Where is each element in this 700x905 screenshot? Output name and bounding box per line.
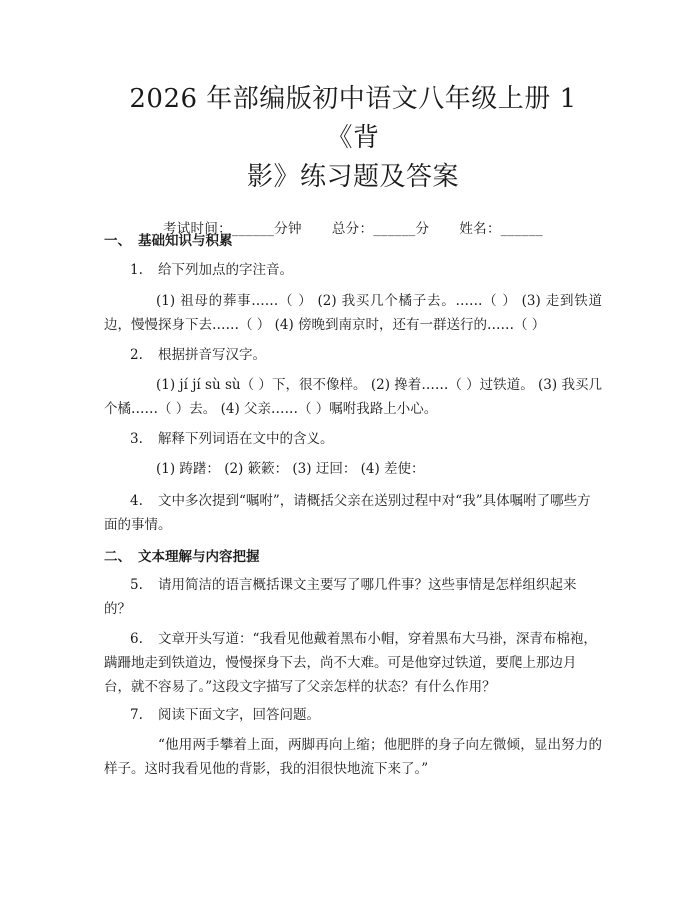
question-3-items [104, 457, 602, 481]
title-line-1: 2026 年部编版初中语文八年级上册 1《背 [129, 84, 577, 153]
question-1-items [104, 289, 602, 337]
question-1 [104, 258, 602, 282]
question-text: 给下列加点的字注音。 [158, 262, 293, 278]
question-text: 请用简洁的语言概括课文主要写了哪几件事？这些事情是怎样组织起来的？ [104, 577, 577, 617]
question-4 [104, 489, 602, 537]
question-text: 文中多次提到“嘱咐”，请概括父亲在送别过程中对“我”具体嘱咐了哪些方面的事情。 [104, 493, 591, 533]
question-2-items [104, 373, 602, 421]
question-number: 1. [130, 262, 143, 278]
reading-passage-quote: “他用两手攀着上面，两脚再向上缩；他肥胖的身子向左微倾，显出努力的样子。这时我看见他的背影，我的泪很快地流下来了。” [104, 737, 602, 777]
question-number: 7. [130, 707, 143, 723]
section-number: 一、 [104, 233, 131, 249]
question-items-text: (1) 踌躇： (2) 簌簌： (3) 迂回： (4) 差使： [156, 461, 425, 477]
question-7-quote [104, 733, 602, 781]
question-number: 5. [130, 577, 143, 593]
question-number: 4. [130, 493, 143, 509]
total-score-label: 总分：______分 [331, 221, 430, 237]
question-7 [104, 703, 602, 727]
question-items-text: (1) 祖母的葬事……（ ） (2) 我买几个橘子去。……（ ） (3) 走到铁道边，慢慢探身下去……（ ） (4) 傍晚到南京时，还有一群送行的……（ ） [104, 293, 602, 333]
question-6 [104, 627, 602, 699]
section-1-header [104, 229, 602, 249]
section-number: 二、 [104, 549, 131, 565]
section-title: 文本理解与内容把握 [138, 549, 260, 565]
exam-time-label: 考试时间：______分钟 [162, 221, 302, 237]
question-5 [104, 573, 602, 621]
name-label: 姓名：______ [459, 221, 544, 237]
document-title [104, 80, 602, 197]
section-2-header [104, 545, 602, 565]
question-text: 阅读下面文字，回答问题。 [158, 707, 320, 723]
question-text: 解释下列词语在文中的含义。 [158, 431, 334, 447]
question-number: 6. [130, 631, 143, 647]
question-text: 根据拼音写汉字。 [158, 347, 266, 363]
question-items-text: (1) jí jí sù sù（ ）下，很不像样。 (2) 搀着……（ ）过铁道。 (3) 我买几个橘……（ ）去。 (4) 父亲……（ ）嘱咐我路上小心。 [104, 377, 602, 417]
question-number: 3. [130, 431, 143, 447]
question-3 [104, 427, 602, 451]
section-title: 基础知识与积累 [138, 233, 233, 249]
title-line-2: 影》练习题及答案 [246, 162, 459, 192]
question-2 [104, 343, 602, 367]
question-text: 文章开头写道：“我看见他戴着黑布小帽，穿着黑布大马褂，深青布棉袍，蹒跚地走到铁道边，慢慢探身下去，尚不大难。可是他穿过铁道，要爬上那边月台，就不容易了。”这段文字描写了父亲怎样的状态？有什么作用？ [104, 631, 597, 695]
question-number: 2. [130, 347, 143, 363]
